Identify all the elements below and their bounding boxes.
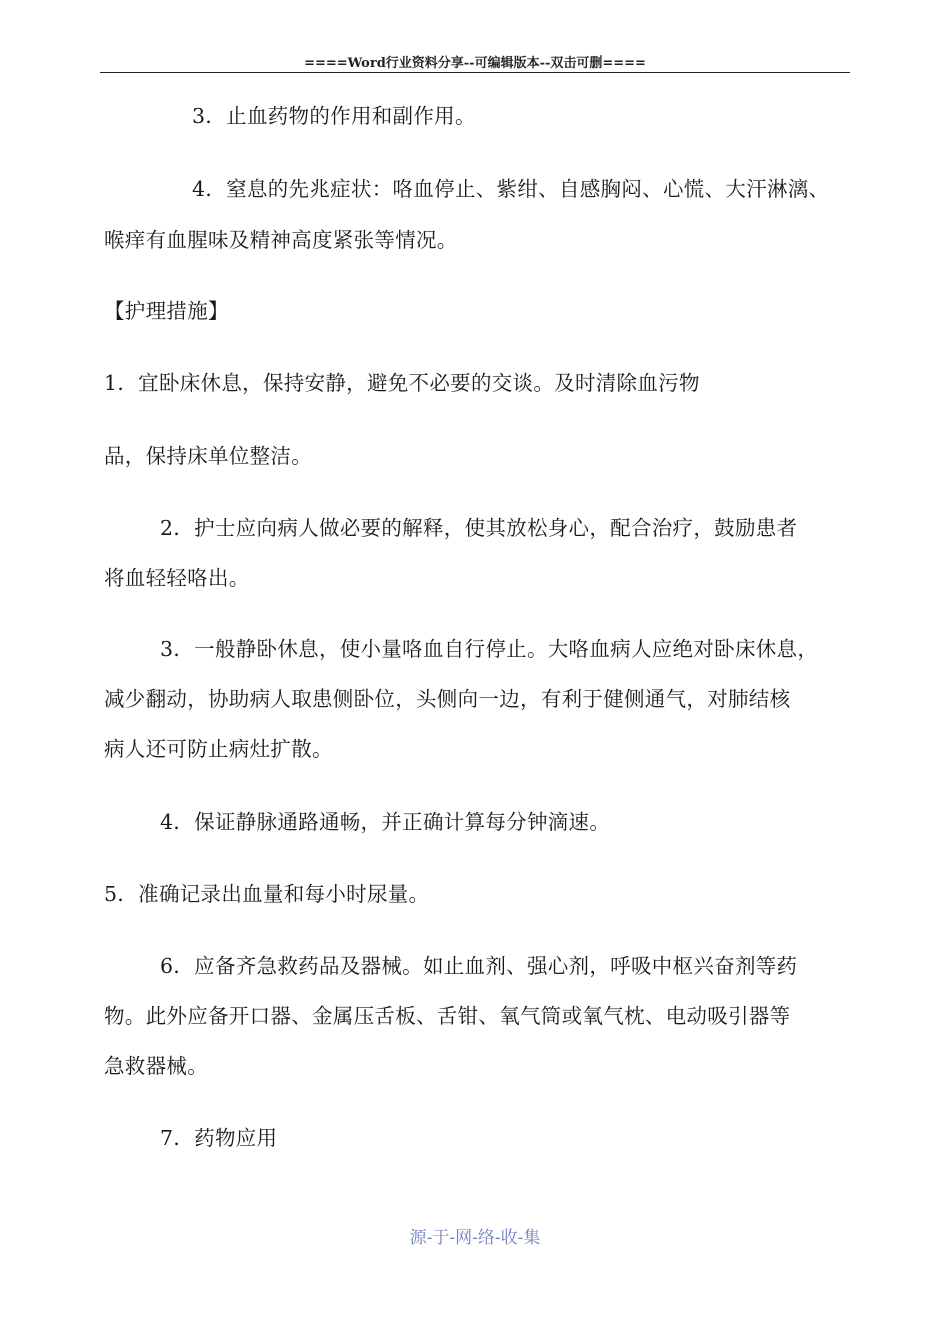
text-line: 品，保持床单位整洁。	[104, 444, 312, 468]
text-line: 3．一般静卧休息，使小量咯血自行停止。大咯血病人应绝对卧床休息，	[160, 637, 819, 661]
text-line: 5．准确记录出血量和每小时尿量。	[104, 882, 430, 906]
text-line: 喉痒有血腥味及精神高度紧张等情况。	[104, 228, 458, 252]
page-footer: 源-于-网-络-收-集	[409, 1228, 541, 1248]
page-header: ====Word行业资料分享--可编辑版本--双击可删====	[304, 56, 646, 71]
text-line: 2．护士应向病人做必要的解释，使其放松身心，配合治疗，鼓励患者	[160, 516, 798, 540]
text-line: 病人还可防止病灶扩散。	[104, 737, 333, 761]
text-line: 6．应备齐急救药品及器械。如止血剂、强心剂，呼吸中枢兴奋剂等药	[160, 954, 798, 978]
text-line: 7．药物应用	[160, 1126, 278, 1150]
text-line: 将血轻轻咯出。	[104, 566, 250, 590]
section-heading: 【护理措施】	[104, 299, 229, 323]
header-rule	[100, 72, 850, 73]
text-line: 4．窒息的先兆症状：咯血停止、紫绀、自感胸闷、心慌、大汗淋漓、	[192, 177, 830, 201]
text-line: 4．保证静脉通路通畅，并正确计算每分钟滴速。	[160, 810, 611, 834]
text-line: 减少翻动，协助病人取患侧卧位，头侧向一边，有利于健侧通气，对肺结核	[104, 687, 791, 711]
text-line: 3．止血药物的作用和副作用。	[192, 104, 476, 128]
text-line: 物。此外应备开口器、金属压舌板、舌钳、氧气筒或氧气枕、电动吸引器等	[104, 1004, 791, 1028]
text-line: 1．宜卧床休息，保持安静，避免不必要的交谈。及时清除血污物	[104, 371, 700, 395]
text-line: 急救器械。	[104, 1054, 208, 1078]
